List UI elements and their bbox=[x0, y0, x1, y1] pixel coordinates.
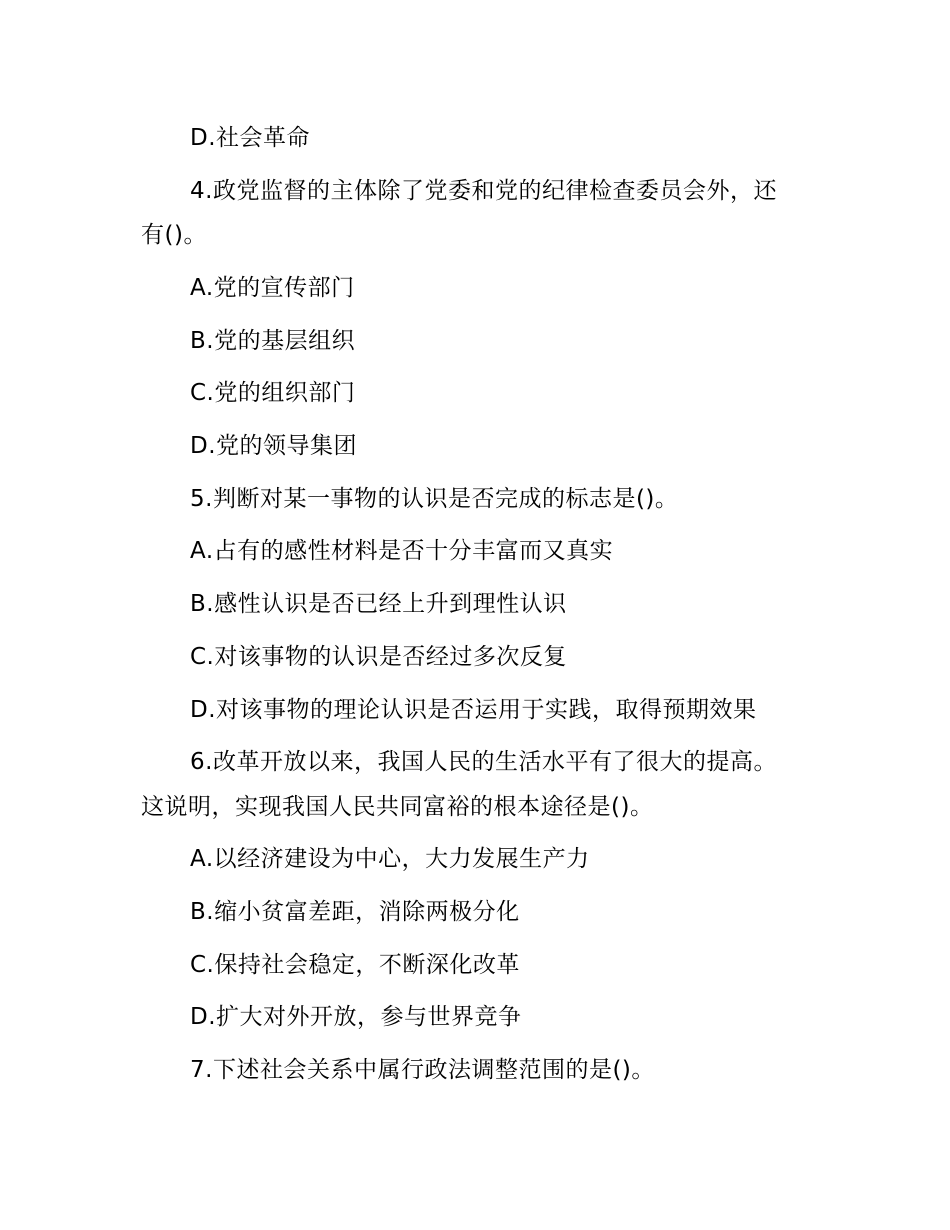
q6-option-b: B.缩小贫富差距，消除两极分化 bbox=[190, 899, 520, 925]
q6-stem-line2: 这说明，实现我国人民共同富裕的根本途径是()。 bbox=[141, 794, 654, 820]
q5-stem: 5.判断对某一事物的认识是否完成的标志是()。 bbox=[190, 486, 679, 512]
q5-option-b: B.感性认识是否已经上升到理性认识 bbox=[190, 591, 567, 617]
q5-option-a: A.占有的感性材料是否十分丰富而又真实 bbox=[190, 538, 614, 564]
q5-option-d: D.对该事物的理论认识是否运用于实践，取得预期效果 bbox=[190, 697, 757, 723]
q6-option-a: A.以经济建设为中心，大力发展生产力 bbox=[190, 846, 590, 872]
q4-option-d: D.党的领导集团 bbox=[190, 433, 358, 459]
q4-option-b: B.党的基层组织 bbox=[190, 328, 356, 354]
q4-option-c: C.党的组织部门 bbox=[190, 380, 356, 406]
q4-stem-line2: 有()。 bbox=[141, 222, 207, 248]
q4-option-a: A.党的宣传部门 bbox=[190, 275, 355, 301]
q5-option-c: C.对该事物的认识是否经过多次反复 bbox=[190, 644, 567, 670]
q6-stem-line1: 6.改革开放以来，我国人民的生活水平有了很大的提高。 bbox=[190, 749, 777, 775]
q4-stem-line1: 4.政党监督的主体除了党委和党的纪律检查委员会外，还 bbox=[190, 178, 777, 204]
q3-option-d: D.社会革命 bbox=[190, 125, 311, 151]
q6-option-d: D.扩大对外开放，参与世界竞争 bbox=[190, 1004, 522, 1030]
q7-stem: 7.下述社会关系中属行政法调整范围的是()。 bbox=[190, 1057, 655, 1083]
q6-option-c: C.保持社会稳定，不断深化改革 bbox=[190, 952, 520, 978]
